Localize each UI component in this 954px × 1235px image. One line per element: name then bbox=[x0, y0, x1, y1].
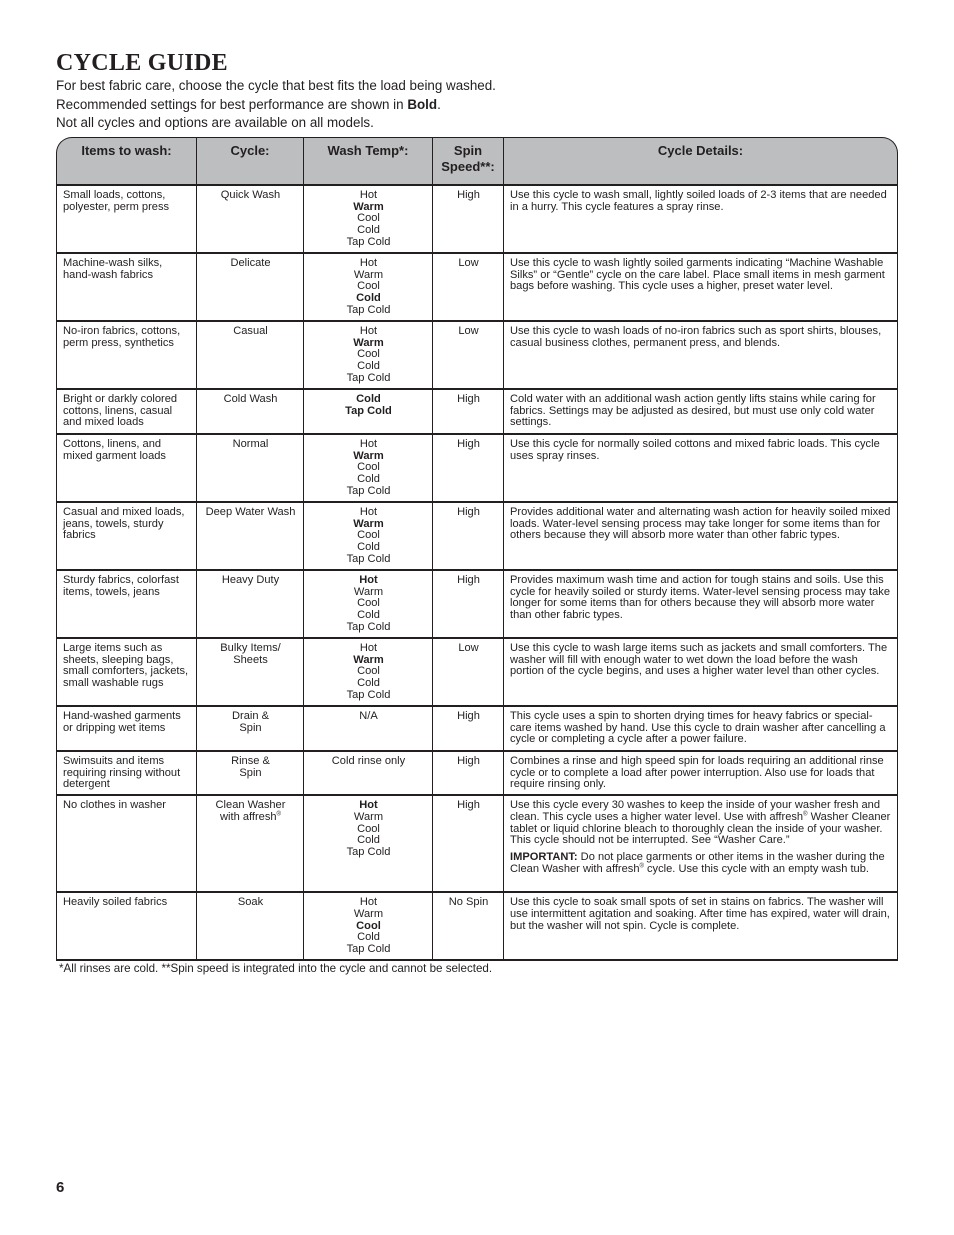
temp-option: Tap Cold bbox=[346, 620, 391, 633]
details-cell bbox=[504, 571, 898, 639]
cycle-cell: Normal bbox=[197, 435, 304, 503]
temp-option: Warm bbox=[353, 907, 384, 920]
temp-cell bbox=[304, 571, 433, 639]
temp-cell bbox=[304, 186, 433, 254]
temp-option: Cool bbox=[357, 461, 380, 474]
registered-mark: ® bbox=[639, 862, 644, 869]
items-cell: Sturdy fabrics, colorfast items, towels, jeans bbox=[56, 571, 197, 639]
temp-option: Cold bbox=[357, 541, 380, 554]
spin-cell: High bbox=[433, 752, 504, 796]
intro-line-2-text: Recommended settings for best performance are shown in bbox=[56, 96, 408, 112]
temp-option: Tap Cold bbox=[345, 404, 392, 417]
table-row bbox=[56, 639, 898, 707]
spin-cell: High bbox=[433, 435, 504, 503]
temp-option: Hot bbox=[359, 438, 378, 450]
details-text: Use this cycle to wash loads of no-iron fabrics such as sport shirts, blouses, casual business clothes, permanent press, and blends. bbox=[510, 325, 882, 349]
temp-option: Cold bbox=[356, 393, 381, 405]
temp-option: Cool bbox=[357, 212, 380, 225]
temp-cell: Cold rinse only bbox=[304, 752, 433, 796]
header-spin-line-1: Spin bbox=[453, 143, 483, 158]
header-wash-temp: Wash Temp*: bbox=[304, 137, 433, 186]
details-cell bbox=[504, 435, 898, 503]
header-items-to-wash: Items to wash: bbox=[56, 137, 197, 186]
cycle-cell: Heavy Duty bbox=[197, 571, 304, 639]
spin-cell: High bbox=[433, 796, 504, 893]
temp-option: Warm bbox=[353, 810, 384, 823]
cycle-line-1: Clean Washer bbox=[215, 799, 286, 812]
items-cell: Hand-washed garments or dripping wet items bbox=[56, 707, 197, 752]
details-cell bbox=[504, 893, 898, 961]
details-text: Use this cycle to wash small, lightly soiled loads of 2-3 items that are needed in a hurry. This cycle features a spray rinse. bbox=[510, 189, 887, 213]
temp-option: Warm bbox=[353, 268, 384, 281]
cycle-line-2: Spin bbox=[239, 721, 262, 734]
temp-option: Warm bbox=[353, 336, 384, 349]
intro-line-3: Not all cycles and options are available on all models. bbox=[56, 115, 374, 131]
cycle-cell: Quick Wash bbox=[197, 186, 304, 254]
spin-cell: Low bbox=[433, 322, 504, 390]
important-text-a: Do not place garments or other items in the washer during the Clean Washer with affresh bbox=[510, 850, 885, 875]
details-text: Use this cycle to wash lightly soiled garments indicating “Machine Washable Silks” or “Gentle” cycle on the care label. Place small items in mesh garment bags before washing. This cycle uses a higher, preset water level. bbox=[510, 257, 885, 293]
cycle-line-2: with affresh bbox=[220, 810, 277, 823]
details-cell bbox=[504, 186, 898, 254]
table-row bbox=[56, 707, 898, 752]
cycle-cell bbox=[197, 707, 304, 752]
temp-option: Cool bbox=[357, 597, 380, 610]
spin-cell: High bbox=[433, 571, 504, 639]
temp-option: Cool bbox=[357, 348, 380, 361]
details-text: This cycle uses a spin to shorten drying times for heavy fabrics or special-care items washed by hand. Use this cycle to drain washer after cancelling a cycle or completing a cycle after a power failure. bbox=[510, 710, 886, 746]
temp-option: Tap Cold bbox=[346, 552, 391, 565]
intro-bold-word: Bold bbox=[407, 96, 438, 112]
temp-option: Tap Cold bbox=[346, 235, 391, 248]
page-number: 6 bbox=[56, 1179, 65, 1196]
details-cell bbox=[504, 254, 898, 322]
important-label: IMPORTANT: bbox=[510, 850, 578, 863]
items-cell: No-iron fabrics, cottons, perm press, synthetics bbox=[56, 322, 197, 390]
temp-option: Warm bbox=[353, 200, 384, 213]
details-cell bbox=[504, 707, 898, 752]
cycle-line-1: Bulky Items/ bbox=[220, 642, 281, 654]
registered-mark: ® bbox=[276, 811, 281, 818]
temp-cell: N/A bbox=[304, 707, 433, 752]
spin-cell: No Spin bbox=[433, 893, 504, 961]
temp-cell bbox=[304, 435, 433, 503]
temp-option: Cold bbox=[357, 224, 380, 237]
spin-cell: High bbox=[433, 707, 504, 752]
temp-option: Tap Cold bbox=[346, 303, 391, 316]
table-row bbox=[56, 322, 898, 390]
cycle-cell bbox=[197, 639, 304, 707]
temp-option: Cool bbox=[357, 529, 380, 542]
table-row bbox=[56, 390, 898, 435]
temp-option: Hot bbox=[359, 799, 378, 812]
table-row bbox=[56, 503, 898, 571]
items-cell: Bright or darkly colored cottons, linens, casual and mixed loads bbox=[56, 390, 197, 435]
temp-cell bbox=[304, 639, 433, 707]
page-title: CYCLE GUIDE bbox=[56, 50, 228, 76]
items-cell: Casual and mixed loads, jeans, towels, sturdy fabrics bbox=[56, 503, 197, 571]
details-text: Combines a rinse and high speed spin for loads requiring an additional rinse cycle or to complete a load after power interruption. Also use for loads that require rinsing only. bbox=[510, 755, 884, 791]
details-cell bbox=[504, 639, 898, 707]
spin-cell: High bbox=[433, 390, 504, 435]
temp-option: Hot bbox=[359, 325, 378, 337]
intro-line-2 bbox=[56, 96, 496, 115]
cycle-line-1: Rinse & bbox=[231, 755, 270, 767]
temp-option: Cold bbox=[357, 609, 380, 622]
details-text: Provides additional water and alternating wash action for heavily soiled mixed loads. Water-level sensing process may take longer for some items than for others because they will absorb more water than other fabric types. bbox=[510, 506, 891, 542]
temp-option: Tap Cold bbox=[346, 484, 391, 497]
intro-text bbox=[56, 77, 496, 133]
cycle-cell: Deep Water Wash bbox=[197, 503, 304, 571]
details-text: Use this cycle to wash large items such as jackets and small comforters. The washer will fill with enough water to wet down the load before the wash portion of the cycle begins, and uses a higher water level than other cycles. bbox=[510, 642, 888, 678]
intro-line-1: For best fabric care, choose the cycle that best fits the load being washed. bbox=[56, 78, 496, 93]
temp-cell bbox=[304, 796, 433, 893]
table-row bbox=[56, 186, 898, 254]
temp-option: Cool bbox=[357, 665, 380, 678]
temp-option: Cold bbox=[357, 677, 380, 690]
details-cell bbox=[504, 796, 898, 893]
details-text: Cold water with an additional wash action gently lifts stains while caring for fabrics. Settings may be adjusted as desired, but must use only cold water settings. bbox=[510, 393, 876, 429]
table-row bbox=[56, 752, 898, 796]
table-row bbox=[56, 893, 898, 961]
cycle-line-1: Drain & bbox=[232, 710, 269, 722]
items-cell: Cottons, linens, and mixed garment loads bbox=[56, 435, 197, 503]
items-cell: Swimsuits and items requiring rinsing without detergent bbox=[56, 752, 197, 796]
cycle-cell: Casual bbox=[197, 322, 304, 390]
temp-option: Hot bbox=[359, 506, 378, 518]
cycle-cell: Delicate bbox=[197, 254, 304, 322]
temp-option: Cool bbox=[356, 919, 381, 932]
temp-option: Warm bbox=[353, 449, 384, 462]
temp-option: Tap Cold bbox=[346, 688, 391, 701]
temp-option: Hot bbox=[359, 257, 378, 269]
cycle-cell bbox=[197, 752, 304, 796]
header-spin-speed bbox=[433, 137, 504, 186]
items-cell: Machine-wash silks, hand-wash fabrics bbox=[56, 254, 197, 322]
header-spin-line-2: Speed**: bbox=[441, 159, 495, 174]
cycle-cell: Cold Wash bbox=[197, 390, 304, 435]
items-cell: Small loads, cottons, polyester, perm press bbox=[56, 186, 197, 254]
temp-option: Hot bbox=[359, 896, 378, 909]
header-cycle: Cycle: bbox=[197, 137, 304, 186]
temp-option: Cool bbox=[357, 280, 380, 293]
temp-cell bbox=[304, 322, 433, 390]
cycle-cell: Soak bbox=[197, 893, 304, 961]
footnote: *All rinses are cold. **Spin speed is integrated into the cycle and cannot be selected. bbox=[59, 962, 493, 975]
details-text-b: Washer Cleaner tablet or liquid chlorine bleach to thoroughly clean the inside of your washer. This cycle should not be interrupted. See “Washer Care.” bbox=[510, 810, 891, 847]
temp-cell bbox=[304, 893, 433, 961]
items-cell: Heavily soiled fabrics bbox=[56, 893, 197, 961]
table-row bbox=[56, 435, 898, 503]
temp-option: Warm bbox=[353, 517, 384, 530]
temp-cell bbox=[304, 503, 433, 571]
items-cell: Large items such as sheets, sleeping bags, small comforters, jackets, small washable rugs bbox=[56, 639, 197, 707]
details-text bbox=[510, 800, 892, 847]
temp-option: Hot bbox=[359, 642, 378, 654]
temp-option: Cold bbox=[357, 360, 380, 373]
temp-option: Cold bbox=[356, 292, 381, 305]
details-cell bbox=[504, 503, 898, 571]
registered-mark: ® bbox=[803, 811, 808, 818]
temp-option: Tap Cold bbox=[346, 371, 391, 384]
temp-option: Tap Cold bbox=[346, 942, 391, 955]
details-cell bbox=[504, 752, 898, 796]
intro-line-2-period: . bbox=[437, 96, 441, 112]
important-note bbox=[510, 852, 892, 875]
details-cell bbox=[504, 390, 898, 435]
temp-option: Cold bbox=[357, 473, 380, 486]
cycle-guide-table bbox=[56, 137, 898, 961]
temp-option: Cool bbox=[357, 822, 380, 835]
important-text-b: cycle. Use this cycle with an empty wash tub. bbox=[643, 862, 869, 875]
cycle-cell bbox=[197, 796, 304, 893]
spin-cell: High bbox=[433, 186, 504, 254]
temp-option: Warm bbox=[353, 653, 384, 666]
table-row bbox=[56, 254, 898, 322]
spin-cell: Low bbox=[433, 254, 504, 322]
header-cycle-details: Cycle Details: bbox=[504, 137, 898, 186]
cycle-line-2: Sheets bbox=[233, 653, 268, 666]
temp-option: Cold bbox=[357, 834, 380, 847]
cycle-line-2: Spin bbox=[239, 766, 262, 779]
table-row bbox=[56, 796, 898, 893]
temp-option: Tap Cold bbox=[346, 845, 391, 858]
table-row bbox=[56, 571, 898, 639]
temp-option: Cold bbox=[357, 931, 380, 944]
spin-cell: Low bbox=[433, 639, 504, 707]
temp-cell bbox=[304, 254, 433, 322]
temp-option: Hot bbox=[359, 189, 378, 201]
details-text-a: Use this cycle every 30 washes to keep the inside of your washer fresh and clean. This cycle uses a higher water level. Use with affresh bbox=[510, 799, 880, 823]
temp-option: Warm bbox=[353, 585, 384, 598]
items-cell: No clothes in washer bbox=[56, 796, 197, 893]
table-header-row bbox=[56, 137, 898, 186]
temp-cell bbox=[304, 390, 433, 435]
details-text: Use this cycle to soak small spots of set in stains on fabrics. The washer will use intermittent agitation and soaking. After time has expired, water will drain, but the washer will not spin. Cycle is complete. bbox=[510, 896, 890, 932]
spin-cell: High bbox=[433, 503, 504, 571]
temp-option: Hot bbox=[359, 574, 378, 586]
details-cell bbox=[504, 322, 898, 390]
details-text: Provides maximum wash time and action for tough stains and soils. Use this cycle for heavily soiled or sturdy items. Water-level sensing process may take longer for some items than for others because they will absorb more water than other fabric types. bbox=[510, 574, 890, 622]
details-text: Use this cycle for normally soiled cottons and mixed fabric loads. This cycle uses spray rinses. bbox=[510, 438, 880, 462]
